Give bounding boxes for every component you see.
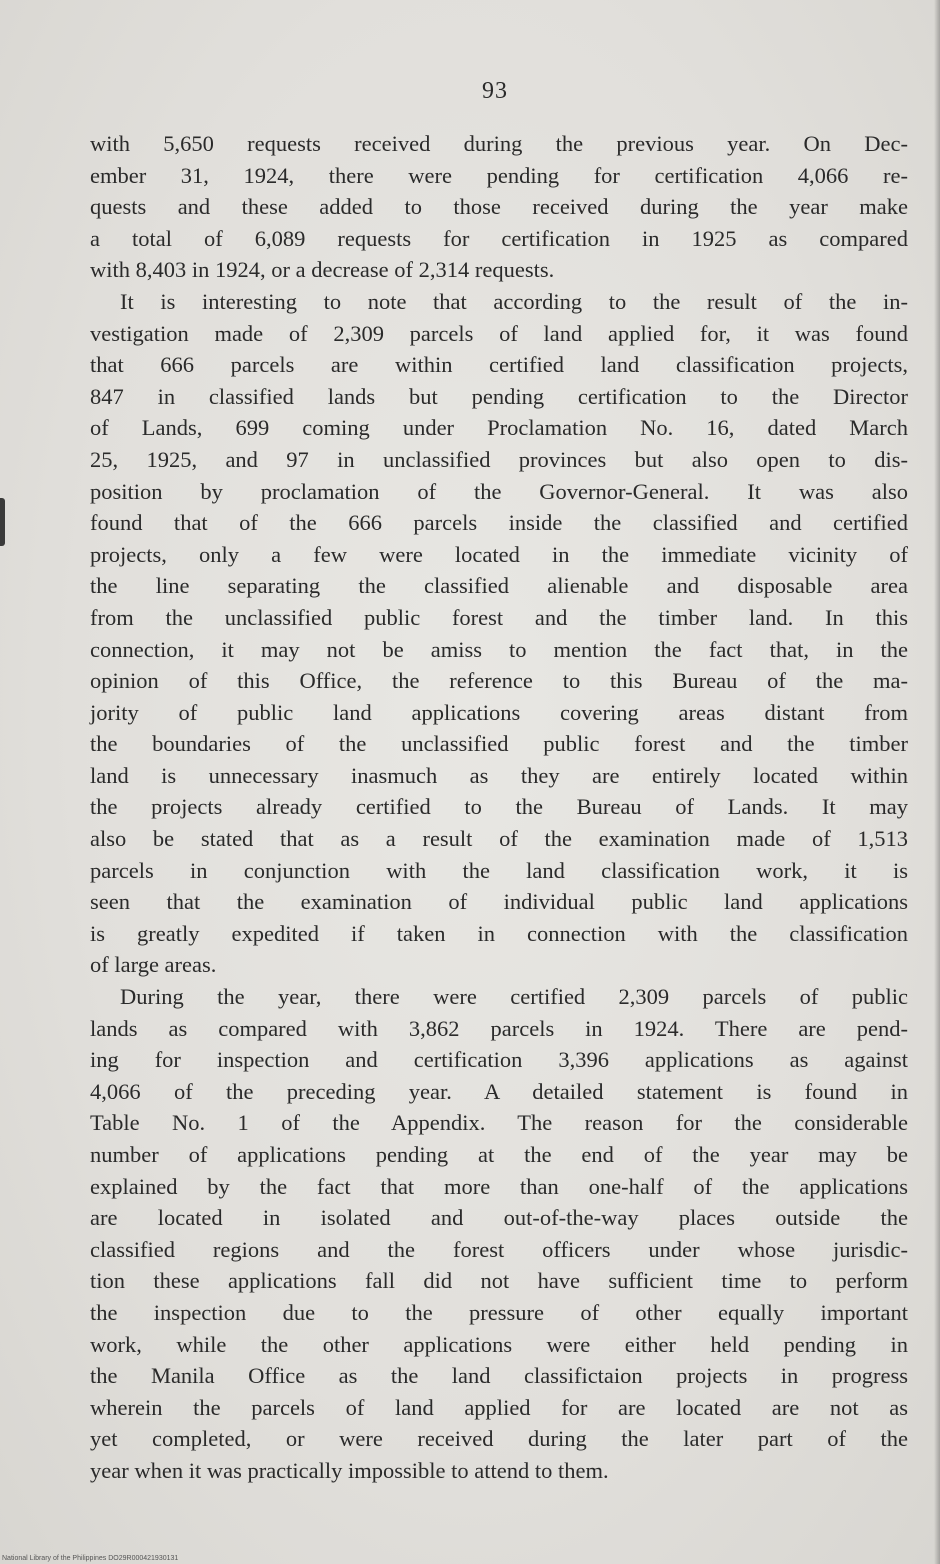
text-line: seen that the examination of individual public land applications: [90, 889, 908, 915]
text-line: 4,066 of the preceding year. A detailed statement is found in: [90, 1078, 908, 1104]
text-line: Table No. 1 of the Appendix. The reason for the considerable: [90, 1110, 908, 1136]
text-line: 25, 1925, and 97 in unclassified provinces but also open to dis-: [90, 446, 908, 472]
text-line: tion these applications fall did not have sufficient time to perform: [90, 1268, 908, 1294]
text-line: wherein the parcels of land applied for are located are not as: [90, 1394, 908, 1420]
text-line: the projects already certified to the Bureau of Lands. It may: [90, 794, 908, 820]
body-text: [90, 128, 908, 1487]
text-line: the boundaries of the unclassified public forest and the timber: [90, 731, 908, 757]
text-line: It is interesting to note that according to the result of the in-: [120, 288, 908, 314]
text-line: classified regions and the forest officers under whose jurisdic-: [90, 1236, 908, 1262]
page-number: 93: [482, 78, 508, 104]
text-line: the inspection due to the pressure of other equally important: [90, 1299, 908, 1325]
text-line: also be stated that as a result of the examination made of 1,513: [90, 826, 908, 852]
text-line: are located in isolated and out-of-the-way places outside the: [90, 1205, 908, 1231]
text-line: work, while the other applications were either held pending in: [90, 1331, 908, 1357]
text-line: of Lands, 699 coming under Proclamation No. 16, dated March: [90, 415, 908, 441]
text-line: parcels in conjunction with the land classification work, it is: [90, 857, 908, 883]
paragraph-3: [90, 981, 908, 1487]
text-line: of large areas.: [90, 952, 217, 978]
text-line: vestigation made of 2,309 parcels of land applied for, it was found: [90, 320, 908, 346]
text-line: lands as compared with 3,862 parcels in 1924. There are pend-: [90, 1015, 908, 1041]
text-line: that 666 parcels are within certified land classification projects,: [90, 352, 908, 378]
text-line: the line separating the classified alienable and disposable area: [90, 573, 908, 599]
text-line: found that of the 666 parcels inside the classified and certified: [90, 510, 908, 536]
text-line: land is unnecessary inasmuch as they are entirely located within: [90, 762, 908, 788]
text-line: connection, it may not be amiss to mention the fact that, in the: [90, 636, 908, 662]
text-line: is greatly expedited if taken in connection with the classification: [90, 920, 908, 946]
page-edge-shadow: [934, 0, 940, 1564]
text-line: projects, only a few were located in the immediate vicinity of: [90, 541, 908, 567]
text-line: a total of 6,089 requests for certification in 1925 as compared: [90, 225, 908, 251]
text-line: explained by the fact that more than one-half of the applications: [90, 1173, 908, 1199]
text-line: with 5,650 requests received during the previous year. On Dec-: [90, 131, 908, 156]
text-line: from the unclassified public forest and the timber land. In this: [90, 604, 908, 630]
text-line: quests and these added to those received during the year make: [90, 194, 908, 220]
text-line: 847 in classified lands but pending certification to the Director: [90, 383, 908, 409]
text-line: number of applications pending at the end of the year may be: [90, 1142, 908, 1167]
text-line: position by proclamation of the Governor-General. It was also: [90, 478, 908, 504]
paragraph-2: [90, 286, 908, 981]
text-line: opinion of this Office, the reference to this Bureau of the ma-: [90, 668, 908, 694]
paragraph-1: [90, 128, 908, 286]
text-line: ing for inspection and certification 3,396 applications as against: [90, 1047, 908, 1073]
text-line: ember 31, 1924, there were pending for certification 4,066 re-: [90, 162, 908, 188]
binding-mark: [0, 498, 5, 546]
text-line: year when it was practically impossible to attend to them.: [90, 1457, 609, 1483]
text-line: jority of public land applications covering areas distant from: [90, 699, 908, 725]
text-line: the Manila Office as the land classifictaion projects in progress: [90, 1363, 908, 1389]
text-line: with 8,403 in 1924, or a decrease of 2,314 requests.: [90, 257, 555, 283]
text-line: During the year, there were certified 2,309 parcels of public: [120, 984, 908, 1010]
footer-credit: National Library of the Philippines DO29R000421930131: [2, 1555, 179, 1562]
text-line: yet completed, or were received during the later part of the: [90, 1426, 908, 1452]
